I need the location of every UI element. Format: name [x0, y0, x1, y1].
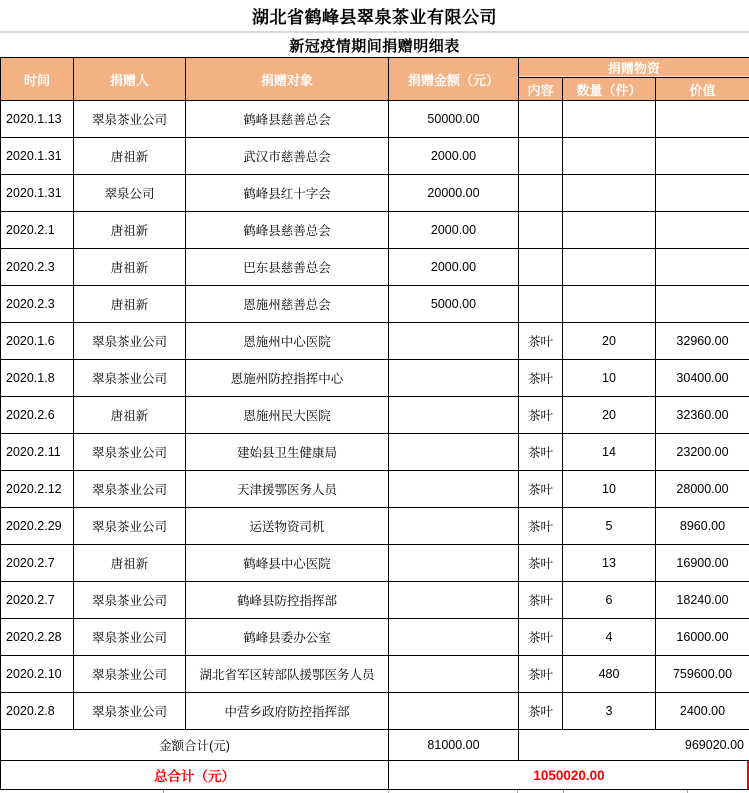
cell-content — [519, 212, 563, 249]
cell-content: 茶叶 — [519, 656, 563, 693]
sheet-subtitle: 新冠疫情期间捐赠明细表 — [289, 37, 460, 55]
table-row — [1, 286, 749, 323]
cell-time: 2020.2.6 — [1, 397, 74, 434]
cell-amount — [389, 656, 519, 693]
cell-recipient: 天津援鄂医务人员 — [186, 471, 389, 508]
cell-donor: 翠泉茶业公司 — [74, 619, 186, 656]
cell-quantity — [563, 249, 656, 286]
cell-amount: 5000.00 — [389, 286, 519, 323]
cell-time: 2020.2.29 — [1, 508, 74, 545]
cell-content — [519, 101, 563, 138]
cell-time: 2020.1.6 — [1, 323, 74, 360]
cell-time: 2020.2.1 — [1, 212, 74, 249]
cell-amount — [389, 471, 519, 508]
table-footer — [1, 730, 749, 790]
company-title: 湖北省鹤峰县翠泉茶业有限公司 — [0, 0, 749, 33]
cell-recipient: 鹤峰县慈善总会 — [186, 101, 389, 138]
table-row — [1, 397, 749, 434]
cell-quantity — [563, 101, 656, 138]
table-row — [1, 434, 749, 471]
header-amount: 捐赠金额（元） — [389, 58, 519, 101]
cell-quantity — [563, 138, 656, 175]
cell-content: 茶叶 — [519, 471, 563, 508]
cell-recipient: 恩施州中心医院 — [186, 323, 389, 360]
cell-recipient: 巴东县慈善总会 — [186, 249, 389, 286]
cell-recipient: 中营乡政府防控指挥部 — [186, 693, 389, 730]
cell-recipient: 恩施州慈善总会 — [186, 286, 389, 323]
cell-content: 茶叶 — [519, 323, 563, 360]
cell-content: 茶叶 — [519, 434, 563, 471]
table-row — [1, 471, 749, 508]
cell-recipient: 湖北省军区转部队援鄂医务人员 — [186, 656, 389, 693]
cell-quantity: 3 — [563, 693, 656, 730]
cell-value: 16000.00 — [656, 619, 749, 656]
cell-time: 2020.1.8 — [1, 360, 74, 397]
cell-quantity: 20 — [563, 397, 656, 434]
cell-amount: 2000.00 — [389, 249, 519, 286]
cell-amount: 2000.00 — [389, 212, 519, 249]
amount-total-label: 金额合计(元) — [1, 730, 389, 761]
cell-amount — [389, 619, 519, 656]
cell-donor: 翠泉茶业公司 — [74, 508, 186, 545]
cell-value: 759600.00 — [656, 656, 749, 693]
cell-value — [656, 286, 749, 323]
cell-time: 2020.2.3 — [1, 249, 74, 286]
table-row — [1, 249, 749, 286]
cell-content: 茶叶 — [519, 619, 563, 656]
cell-time: 2020.2.10 — [1, 656, 74, 693]
cell-value: 30400.00 — [656, 360, 749, 397]
cell-content: 茶叶 — [519, 693, 563, 730]
cell-donor: 翠泉公司 — [74, 175, 186, 212]
cell-quantity — [563, 212, 656, 249]
cell-quantity: 10 — [563, 471, 656, 508]
cell-quantity: 4 — [563, 619, 656, 656]
cell-amount — [389, 397, 519, 434]
cell-amount: 2000.00 — [389, 138, 519, 175]
cell-recipient: 鹤峰县慈善总会 — [186, 212, 389, 249]
cell-time: 2020.2.3 — [1, 286, 74, 323]
cell-time: 2020.2.28 — [1, 619, 74, 656]
table-row — [1, 619, 749, 656]
table-row — [1, 582, 749, 619]
cell-value: 23200.00 — [656, 434, 749, 471]
cell-content: 茶叶 — [519, 508, 563, 545]
cell-donor: 翠泉茶业公司 — [74, 360, 186, 397]
cell-amount — [389, 693, 519, 730]
cell-value — [656, 175, 749, 212]
cell-content: 茶叶 — [519, 582, 563, 619]
cell-time: 2020.1.13 — [1, 101, 74, 138]
cell-value: 28000.00 — [656, 471, 749, 508]
cell-quantity — [563, 175, 656, 212]
cell-amount: 20000.00 — [389, 175, 519, 212]
cell-donor: 翠泉茶业公司 — [74, 434, 186, 471]
table-row — [1, 656, 749, 693]
cell-content — [519, 249, 563, 286]
cell-donor: 翠泉茶业公司 — [74, 582, 186, 619]
materials-total-value: 969020.00 — [519, 730, 749, 761]
cell-donor: 唐祖新 — [74, 397, 186, 434]
cell-donor: 唐祖新 — [74, 138, 186, 175]
header-recipient: 捐赠对象 — [186, 58, 389, 101]
cell-recipient: 鹤峰县委办公室 — [186, 619, 389, 656]
cell-time: 2020.1.31 — [1, 138, 74, 175]
cell-value: 32960.00 — [656, 323, 749, 360]
donation-table — [0, 57, 749, 790]
cell-recipient: 恩施州民大医院 — [186, 397, 389, 434]
table-row — [1, 693, 749, 730]
cell-quantity: 10 — [563, 360, 656, 397]
cell-value — [656, 212, 749, 249]
cell-recipient: 鹤峰县防控指挥部 — [186, 582, 389, 619]
header-time: 时间 — [1, 58, 74, 101]
cell-value: 2400.00 — [656, 693, 749, 730]
cell-recipient: 恩施州防控指挥中心 — [186, 360, 389, 397]
table-row — [1, 175, 749, 212]
cell-quantity: 5 — [563, 508, 656, 545]
table-header — [1, 58, 749, 101]
cell-time: 2020.2.8 — [1, 693, 74, 730]
header-value: 价值 — [656, 78, 749, 101]
table-row — [1, 101, 749, 138]
header-donor: 捐赠人 — [74, 58, 186, 101]
cell-content: 茶叶 — [519, 397, 563, 434]
cell-amount — [389, 434, 519, 471]
grand-total-label: 总合计（元） — [1, 761, 389, 790]
grand-total-value: 1050020.00 — [389, 761, 749, 790]
table-row — [1, 212, 749, 249]
header-content: 内容 — [519, 78, 563, 101]
cell-quantity: 14 — [563, 434, 656, 471]
table-row — [1, 138, 749, 175]
cell-content — [519, 286, 563, 323]
cell-quantity: 480 — [563, 656, 656, 693]
cell-value — [656, 249, 749, 286]
cell-amount: 50000.00 — [389, 101, 519, 138]
cell-content: 茶叶 — [519, 360, 563, 397]
cell-quantity: 20 — [563, 323, 656, 360]
cell-amount — [389, 323, 519, 360]
cell-donor: 唐祖新 — [74, 286, 186, 323]
cell-recipient: 鹤峰县中心医院 — [186, 545, 389, 582]
cell-content — [519, 138, 563, 175]
table-body — [1, 101, 749, 730]
amount-total-row — [1, 730, 749, 761]
cell-amount — [389, 360, 519, 397]
cell-amount — [389, 545, 519, 582]
cell-donor: 翠泉茶业公司 — [74, 101, 186, 138]
cell-content — [519, 175, 563, 212]
cell-quantity: 13 — [563, 545, 656, 582]
table-row — [1, 323, 749, 360]
cell-donor: 翠泉茶业公司 — [74, 693, 186, 730]
cell-donor: 唐祖新 — [74, 249, 186, 286]
cell-donor: 翠泉茶业公司 — [74, 471, 186, 508]
table-row — [1, 360, 749, 397]
cell-time: 2020.1.31 — [1, 175, 74, 212]
cell-quantity — [563, 286, 656, 323]
cell-recipient: 鹤峰县红十字会 — [186, 175, 389, 212]
cell-donor: 唐祖新 — [74, 545, 186, 582]
amount-total-value: 81000.00 — [389, 730, 519, 761]
cell-recipient: 建始县卫生健康局 — [186, 434, 389, 471]
cell-content: 茶叶 — [519, 545, 563, 582]
cell-donor: 唐祖新 — [74, 212, 186, 249]
cell-recipient: 运送物资司机 — [186, 508, 389, 545]
cell-time: 2020.2.11 — [1, 434, 74, 471]
cell-value: 16900.00 — [656, 545, 749, 582]
header-quantity: 数量（件） — [563, 78, 656, 101]
cell-value — [656, 138, 749, 175]
cell-quantity: 6 — [563, 582, 656, 619]
cell-value: 18240.00 — [656, 582, 749, 619]
cell-amount — [389, 508, 519, 545]
cell-time: 2020.2.12 — [1, 471, 74, 508]
cell-time: 2020.2.7 — [1, 545, 74, 582]
cell-value — [656, 101, 749, 138]
table-row — [1, 508, 749, 545]
cell-value: 32360.00 — [656, 397, 749, 434]
cell-amount — [389, 582, 519, 619]
cell-value: 8960.00 — [656, 508, 749, 545]
cell-donor: 翠泉茶业公司 — [74, 656, 186, 693]
cell-recipient: 武汉市慈善总会 — [186, 138, 389, 175]
cell-donor: 翠泉茶业公司 — [74, 323, 186, 360]
header-materials-group: 捐赠物资 — [519, 58, 749, 78]
grand-total-row — [1, 761, 749, 790]
table-row — [1, 545, 749, 582]
cell-time: 2020.2.7 — [1, 582, 74, 619]
